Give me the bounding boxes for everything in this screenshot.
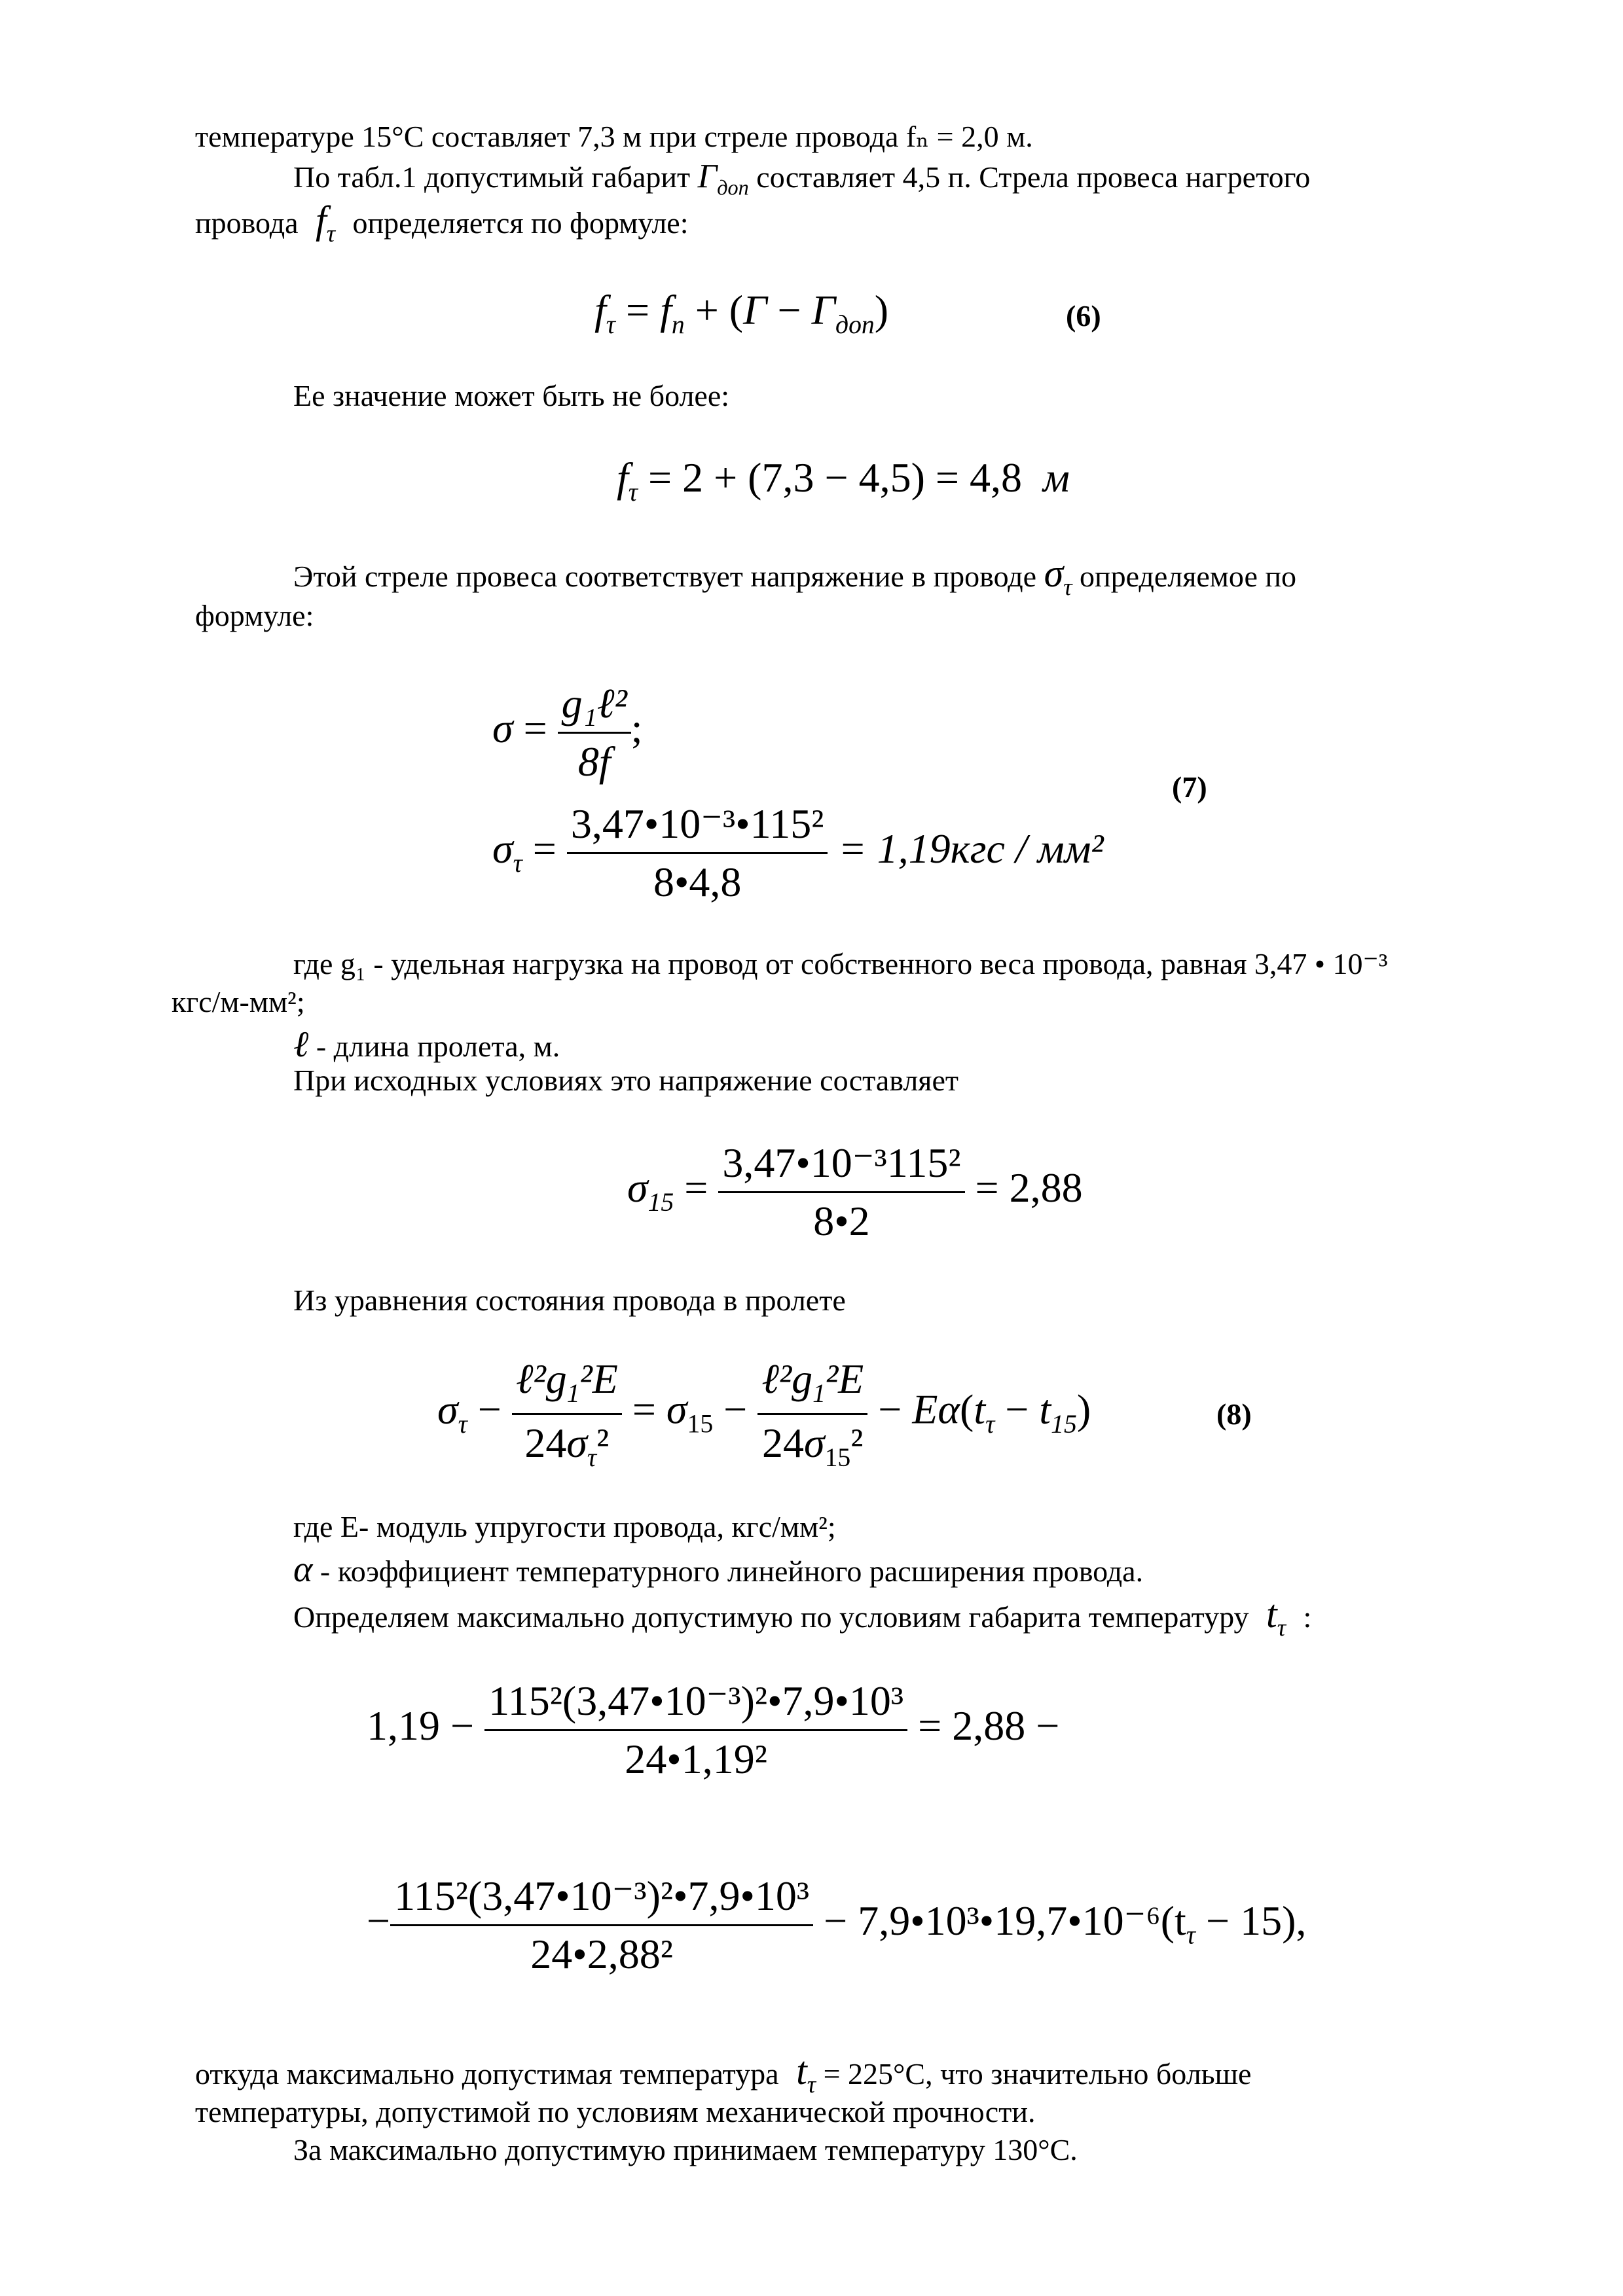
equation-9b: − $\frac{\text{115²(3,47•10⁻³)²•7,9•10³}}{\text{24•2,88²}}$ − $7,9•10^3•19,7•10^{-6}(t_\tau - 15)$, bbox=[367, 1873, 1307, 1977]
text-line-17: За максимально допустимую принимаем температуру 130°С. bbox=[293, 2133, 1078, 2166]
equation-number-6: (6) bbox=[1066, 299, 1101, 332]
text-line-1: температуре 15°С составляет 7,3 м при стреле провода fₙ = 2,0 м. bbox=[195, 120, 1033, 153]
text-line-2 bbox=[293, 160, 1310, 198]
text-line-3a: провода bbox=[195, 206, 299, 240]
text-line-5b: определяемое по bbox=[1080, 560, 1296, 593]
text-line-11: Из уравнения состояния провода в пролете bbox=[293, 1283, 846, 1317]
text-line-13: α - коэффициент температурного линейного расширения провода. bbox=[293, 1549, 1144, 1590]
equation-6: $f_\tau = f_n + (Г - Г_{доп})$ bbox=[594, 287, 889, 339]
text-line-12: где Е- модуль упругости провода, кгс/мм²; bbox=[293, 1510, 836, 1543]
equation-7b: $\sigma_\tau$ = $\frac{\text{3,47•10⁻³•115²}}{8•4,8}$ = 1,19кгс / мм² bbox=[492, 800, 1104, 905]
symbol-alpha: α bbox=[293, 1549, 313, 1590]
text-line-6: формуле: bbox=[195, 599, 314, 632]
text-line-7: где g₁ - удельная нагрузка на провод от собственного веса провода, равная 3,47 • 10⁻³ bbox=[293, 947, 1388, 980]
text-line-9: ℓ - длина пролета, м. bbox=[293, 1024, 560, 1065]
text-line-15: откуда максимально допустимая температура $t_\tau = 225^\circ С$, что значительно больше bbox=[195, 2049, 1252, 2099]
text-line-5 bbox=[293, 554, 1296, 600]
equation-number-8: (8) bbox=[1216, 1397, 1252, 1431]
symbol-ell: ℓ bbox=[293, 1024, 309, 1065]
equation-7a: σ = $\frac{\text{g₁ℓ²}}{8f}$ ; bbox=[492, 680, 643, 785]
equation-sigma15: $\sigma_{15}$ = $\frac{\text{3,47•10⁻³115²}}{8•2}$ = 2,88 bbox=[627, 1139, 1083, 1244]
text-line-16: температуры, допустимой по условиям механической прочности. bbox=[195, 2095, 1036, 2128]
text-line-3 bbox=[195, 200, 689, 246]
equation-6b: $f_\tau = 2 + (7,3 - 4,5) = 4,8$ м bbox=[617, 454, 1070, 507]
text-line-8: кгс/м-мм²; bbox=[172, 985, 305, 1018]
text-line-4: Ее значение может быть не более: bbox=[293, 379, 730, 412]
equation-number-7: (7) bbox=[1172, 770, 1207, 804]
text-line-10: При исходных условиях это напряжение составляет bbox=[293, 1064, 958, 1097]
symbol-sigma-tau: $\sigma_\tau$ bbox=[1044, 552, 1072, 601]
symbol-gamma-dop: $Г_{доп}$ bbox=[697, 158, 749, 200]
equation-8: $\sigma_\tau$ − $\frac{\ell^2g_1^2E}{24\sigma_\tau^2}$ = $\sigma_{15}$ − $\frac{\ell^2g_1^2E}{24\sigma_{15}^2}$ − $E\alpha(t_\tau - t_{15})$ bbox=[437, 1355, 1091, 1472]
text-line-5a: Этой стреле провеса соответствует напряжение в проводе bbox=[293, 560, 1037, 593]
text-line-2b: составляет 4,5 п. Стрела провеса нагретого bbox=[756, 160, 1311, 194]
symbol-t-tau-2: $t_\tau$ bbox=[786, 2049, 816, 2099]
text-line-14: Определяем максимально допустимую по условиям габарита температуру $t_\tau$ : bbox=[293, 1592, 1312, 1642]
symbol-t-tau: $t_\tau$ bbox=[1256, 1592, 1286, 1642]
text-line-2a: По табл.1 допустимый габарит bbox=[293, 160, 691, 194]
text-line-3b: определяется по формуле: bbox=[352, 206, 689, 240]
equation-9a: 1,19 − $\frac{\text{115²(3,47•10⁻³)²•7,9•10³}}{\text{24•1,19²}}$ = 2,88 − bbox=[367, 1677, 1060, 1782]
symbol-f-tau: $f_\tau$ bbox=[306, 198, 336, 248]
